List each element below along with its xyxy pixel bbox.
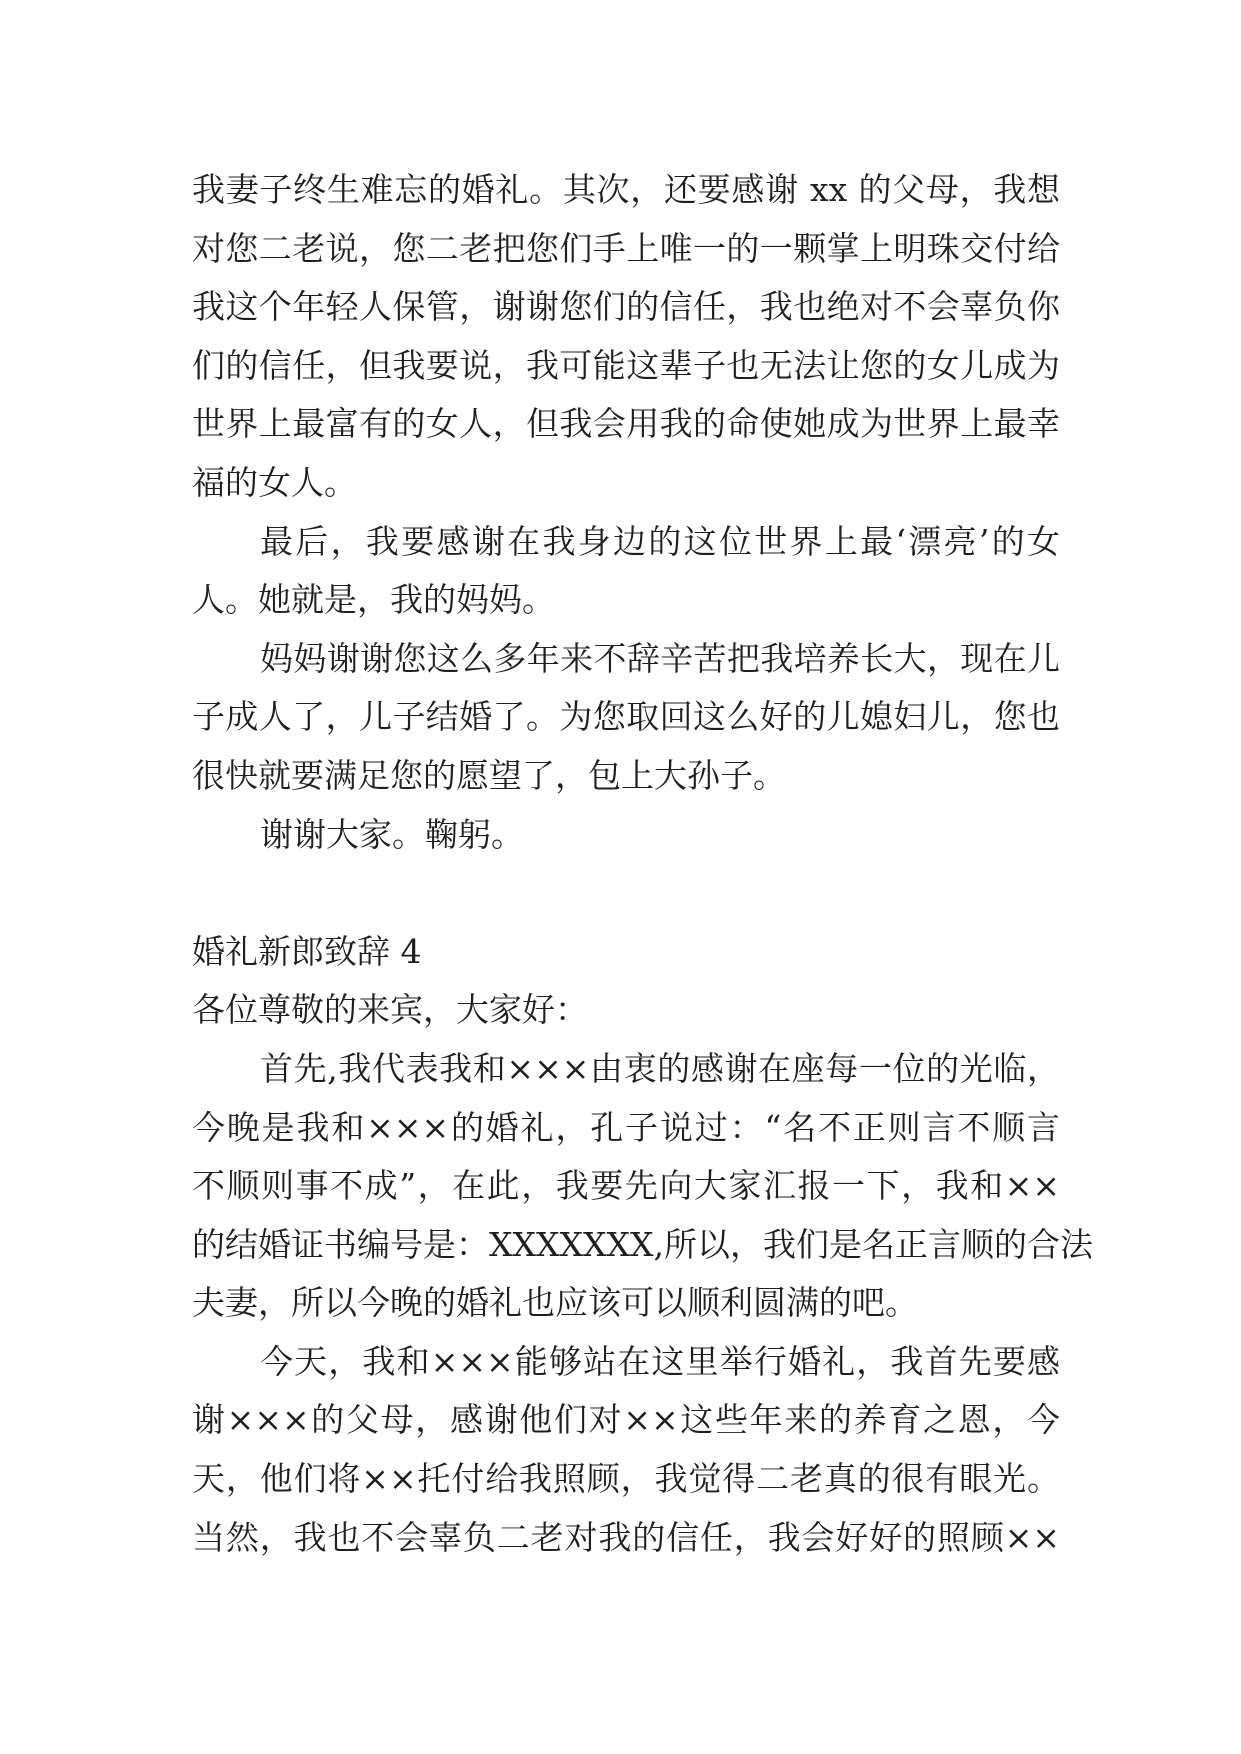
text-line: 天，他们将××托付给我照顾，我觉得二老真的很有眼光。 <box>192 1459 1060 1499</box>
text-line: 我妻子终生难忘的婚礼。其次，还要感谢 xx 的父母，我想 <box>192 170 1060 209</box>
text-line: 很快就要满足您的愿望了，包上大孙子。 <box>192 755 786 795</box>
text-line: 首先,我代表我和×××由衷的感谢在座每一位的光临， <box>260 1048 1060 1088</box>
text-line: 今晚是我和×××的婚礼，孔子说过：“名不正则言不顺言 <box>192 1107 1060 1147</box>
paragraph <box>192 806 1060 865</box>
paragraph <box>192 630 1060 806</box>
paragraph <box>192 1040 1093 1333</box>
paragraph-continuation <box>192 161 1060 513</box>
text-line: 今天，我和×××能够站在这里举行婚礼，我首先要感 <box>260 1341 1060 1381</box>
text-line: 妈妈谢谢您这么多年来不辞辛苦把我培养长大，现在儿 <box>260 638 1060 678</box>
text-line: 的结婚证书编号是：XXXXXXX,所以，我们是名正言顺的合法 <box>192 1224 1093 1264</box>
document-body <box>192 161 1093 1567</box>
text-line: 最后，我要感谢在我身边的这位世界上最‘漂亮’的女 <box>260 521 1060 561</box>
text-line: 谢×××的父母，感谢他们对××这些年来的养育之恩，今 <box>192 1400 1060 1440</box>
text-line: 谢谢大家。鞠躬。 <box>260 814 524 854</box>
text-line: 们的信任，但我要说，我可能这辈子也无法让您的女儿成为 <box>192 345 1060 385</box>
heading-text: 婚礼新郎致辞 4 <box>192 931 422 971</box>
text-line: 子成人了，儿子结婚了。为您取回这么好的儿媳妇儿，您也 <box>192 697 1060 737</box>
text-line: 不顺则事不成”，在此，我要先向大家汇报一下，我和×× <box>192 1166 1060 1206</box>
text-line: 人。她就是，我的妈妈。 <box>192 580 555 620</box>
text-line: 当然，我也不会辜负二老对我的信任，我会好好的照顾×× <box>192 1517 1060 1557</box>
text-line: 世界上最富有的女人，但我会用我的命使她成为世界上最幸 <box>192 404 1060 444</box>
text-line: 夫妻，所以今晚的婚礼也应该可以顺利圆满的吧。 <box>192 1283 918 1323</box>
paragraph <box>192 513 1060 630</box>
section-heading <box>192 923 1060 982</box>
text-line: 各位尊敬的来宾，大家好： <box>192 990 588 1030</box>
text-line: 对您二老说，您二老把您们手上唯一的一颗掌上明珠交付给 <box>192 228 1060 268</box>
text-line: 福的女人。 <box>192 462 357 502</box>
text-line: 我这个年轻人保管，谢谢您们的信任，我也绝对不会辜负你 <box>192 287 1060 327</box>
paragraph <box>192 1333 1060 1567</box>
salutation <box>192 981 1060 1040</box>
